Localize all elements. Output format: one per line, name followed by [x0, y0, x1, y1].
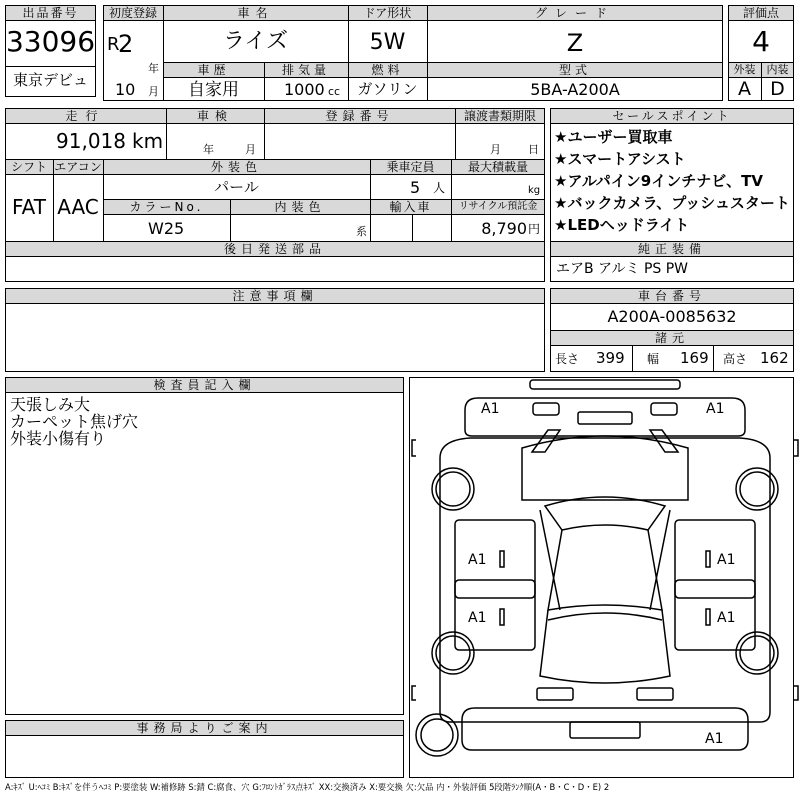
equipment: エアB アルミ PS PW	[556, 261, 689, 277]
mark-door-left-front: A1	[468, 552, 487, 568]
door-type-label: ドア形状	[363, 6, 412, 20]
inspector-notes-label: 検査員記入欄	[153, 378, 256, 392]
equipment-label: 純正装備	[637, 242, 706, 256]
exterior-grade-label: 外装	[733, 63, 756, 76]
era-letter: R	[107, 34, 120, 55]
import-label: 輸入車	[389, 200, 432, 214]
mark-door-right-front: A1	[717, 552, 736, 568]
model-code: 5BA-A200A	[530, 80, 620, 99]
interior-grade: D	[770, 78, 785, 100]
exterior-color-label: 外装色	[210, 160, 262, 174]
score: 4	[752, 25, 770, 58]
exterior-color: パール	[214, 178, 259, 196]
inspector-note-3: 外装小傷有り	[10, 429, 107, 448]
capacity-label: 乗車定員	[386, 160, 435, 174]
aircon-label: エアコン	[54, 160, 102, 174]
person-unit: 人	[433, 181, 446, 195]
cc-unit: cc	[328, 85, 341, 98]
later-parts-label: 後日発送部品	[223, 242, 326, 256]
car-name: ライズ	[222, 29, 289, 54]
displacement-label: 排気量	[281, 63, 330, 77]
sales-points-label: セールスポイント	[612, 109, 732, 123]
reg-number-label: 登録番号	[325, 109, 394, 123]
interior-color-unit: 系	[356, 225, 367, 238]
score-label: 評価点	[742, 6, 779, 20]
lot-number: 33096	[5, 25, 96, 58]
length-label: 長さ	[555, 352, 580, 366]
km-unit: km	[132, 129, 164, 153]
office-info-label: 事務局よりご案内	[136, 721, 273, 735]
interior-color-label: 内装色	[274, 200, 326, 214]
model-code-label: 型式	[558, 63, 591, 77]
damage-legend: A:ｷｽﾞ U:ﾍｺﾐ B:ｷｽﾞを伴うﾍｺﾐ P:要塗装 W:補修跡 S:錆 C:腐食、穴 G:ﾌﾛﾝﾄｶﾞﾗｽ点ｷｽﾞ XX:交換済み X:要交換 欠:欠品 内・外装評価 5段階ﾗﾝｸ順(A・B・C・D・E) 2	[5, 782, 610, 792]
inspection-year-unit: 年	[203, 143, 214, 156]
capacity: 5	[410, 178, 421, 197]
mark-front-right: A1	[706, 401, 725, 417]
height-label: 高さ	[723, 352, 748, 366]
width-label: 幅	[647, 352, 660, 366]
inspection-month-unit: 月	[245, 143, 256, 156]
transfer-day-unit: 日	[528, 143, 539, 156]
color-no-label: カラーNo.	[129, 200, 204, 214]
mark-rear-bumper: A1	[705, 731, 724, 747]
shift-label: シフト	[10, 160, 47, 174]
chassis-number: A200A-0085632	[607, 307, 737, 326]
recycle-fee: 8,790	[481, 219, 527, 238]
car-name-label: 車名	[237, 6, 274, 20]
yen-unit: 円	[528, 222, 541, 236]
width: 169	[680, 349, 709, 367]
sales-point-4: ★バックカメラ、プッシュスタート	[554, 194, 790, 212]
shift: FAT	[11, 195, 46, 219]
sales-point-3: ★アルパイン9インチナビ、TV	[554, 172, 763, 190]
inspector-note-2: カーペット焦げ穴	[10, 412, 139, 431]
transfer-deadline-label: 譲渡書類期限	[463, 109, 536, 123]
year-unit: 年	[148, 62, 159, 75]
aircon: AAC	[57, 195, 99, 219]
mark-door-left-rear: A1	[468, 610, 487, 626]
inspection-label: 車検	[196, 109, 233, 123]
height: 162	[760, 349, 789, 367]
first-reg-month: 10	[115, 80, 136, 99]
auction-venue: 東京デビュ	[12, 71, 88, 89]
length: 399	[596, 349, 625, 367]
displacement: 1000	[284, 80, 325, 99]
exterior-grade: A	[738, 78, 751, 100]
color-no: W25	[148, 219, 185, 238]
specs-label: 諸元	[654, 331, 689, 345]
chassis-label: 車台番号	[637, 289, 706, 303]
mileage: 91,018	[56, 129, 126, 153]
first-reg-year: 2	[118, 30, 134, 58]
history: 自家用	[188, 80, 239, 100]
grade: Z	[566, 29, 584, 57]
mark-door-right-rear: A1	[717, 610, 736, 626]
transfer-month-unit: 月	[490, 143, 501, 156]
sales-point-2: ★スマートアシスト	[554, 150, 686, 168]
month-unit: 月	[148, 85, 159, 98]
fuel-label: 燃料	[371, 63, 404, 77]
max-load-label: 最大積載量	[467, 160, 528, 174]
recycle-fee-label: リサイクル預託金	[458, 201, 538, 212]
sales-point-1: ★ユーザー買取車	[554, 128, 673, 146]
inspector-note-1: 天張しみ大	[10, 395, 91, 414]
lot-number-label: 出品番号	[22, 6, 79, 20]
door-type: 5W	[369, 30, 406, 55]
sales-point-5: ★LEDヘッドライト	[554, 216, 690, 234]
notes-label: 注意事項欄	[232, 289, 318, 303]
first-reg-label: 初度登録	[108, 6, 157, 20]
mileage-label: 走行	[65, 109, 106, 123]
grade-label: グレード	[534, 6, 615, 20]
fuel: ガソリン	[357, 80, 418, 98]
interior-grade-label: 内装	[766, 63, 789, 76]
mark-front-left: A1	[481, 401, 500, 417]
kg-unit: kg	[528, 185, 541, 196]
history-label: 車歴	[197, 63, 230, 77]
